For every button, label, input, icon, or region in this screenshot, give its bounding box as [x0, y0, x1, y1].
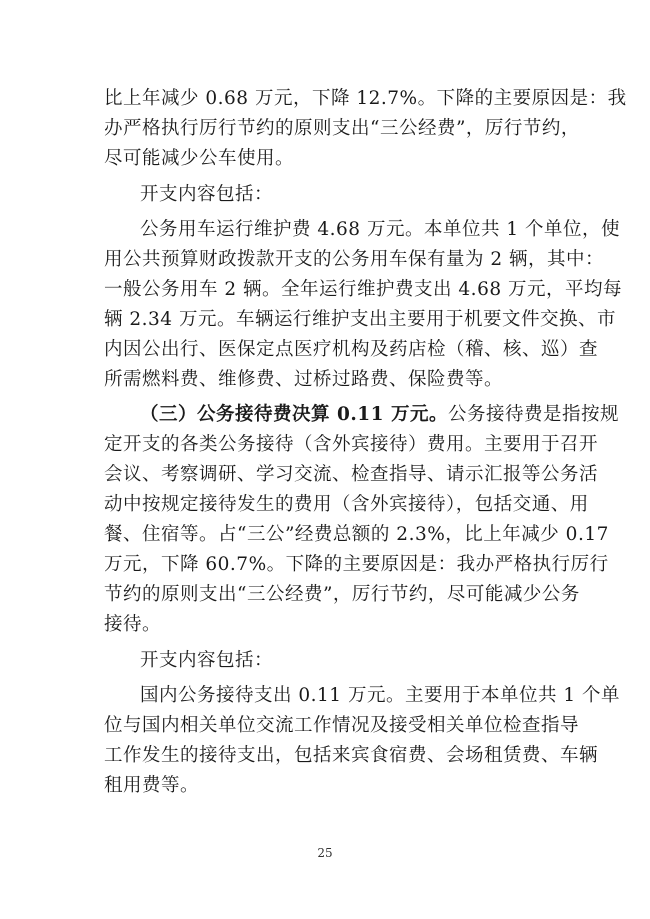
paragraph-line: 尽可能减少公车使用。	[104, 148, 295, 169]
page-number: 25	[317, 846, 333, 860]
paragraph-line: 用公共预算财政拨款开支的公务用车保有量为 2 辆，其中：	[104, 249, 605, 270]
section-label: 开支内容包括：	[140, 184, 274, 205]
paragraph-line: 万元，下降 60.7%。下降的主要原因是：我办严格执行厉行	[104, 554, 609, 575]
paragraph-line: 国内公务接待支出 0.11 万元。主要用于本单位共 1 个单	[140, 685, 620, 706]
paragraph-line: 节约的原则支出“三公经费”，厉行节约，尽可能减少公务	[104, 584, 580, 605]
section-label: 开支内容包括：	[140, 650, 274, 671]
paragraph-text: 公务接待费是指按规	[447, 404, 619, 425]
paragraph-line: 工作发生的接待支出，包括来宾食宿费、会场租赁费、车辆	[104, 745, 599, 766]
section-heading: （三）公务接待费决算 0.11 万元。	[140, 404, 448, 425]
paragraph-line: 会议、考察调研、学习交流、检查指导、请示汇报等公务活	[104, 464, 599, 485]
paragraph-line: 动中按规定接待发生的费用（含外宾接待），包括交通、用	[104, 494, 589, 515]
paragraph-line: 定开支的各类公务接待（含外宾接待）费用。主要用于召开	[104, 434, 599, 455]
paragraph-line: 餐、住宿等。占“三公”经费总额的 2.3%，比上年减少 0.17	[104, 524, 609, 545]
section-heading-line	[140, 402, 619, 428]
paragraph-line: 公务用车运行维护费 4.68 万元。本单位共 1 个单位，使	[140, 219, 620, 240]
paragraph-line: 接待。	[104, 614, 162, 635]
paragraph-line: 办严格执行厉行节约的原则支出“三公经费”，厉行节约，	[104, 118, 580, 139]
paragraph-line: 一般公务用车 2 辆。全年运行维护费支出 4.68 万元，平均每	[104, 279, 622, 300]
paragraph-line: 位与国内相关单位交流工作情况及接受相关单位检查指导	[104, 715, 580, 736]
paragraph-line: 内因公出行、医保定点医疗机构及药店检（稽、核、巡）查	[104, 339, 599, 360]
paragraph-line: 辆 2.34 万元。车辆运行维护支出主要用于机要文件交换、市	[104, 309, 616, 330]
paragraph-line: 租用费等。	[104, 775, 200, 796]
paragraph-line: 比上年减少 0.68 万元，下降 12.7%。下降的主要原因是：我	[104, 88, 627, 109]
paragraph-line: 所需燃料费、维修费、过桥过路费、保险费等。	[104, 369, 504, 390]
